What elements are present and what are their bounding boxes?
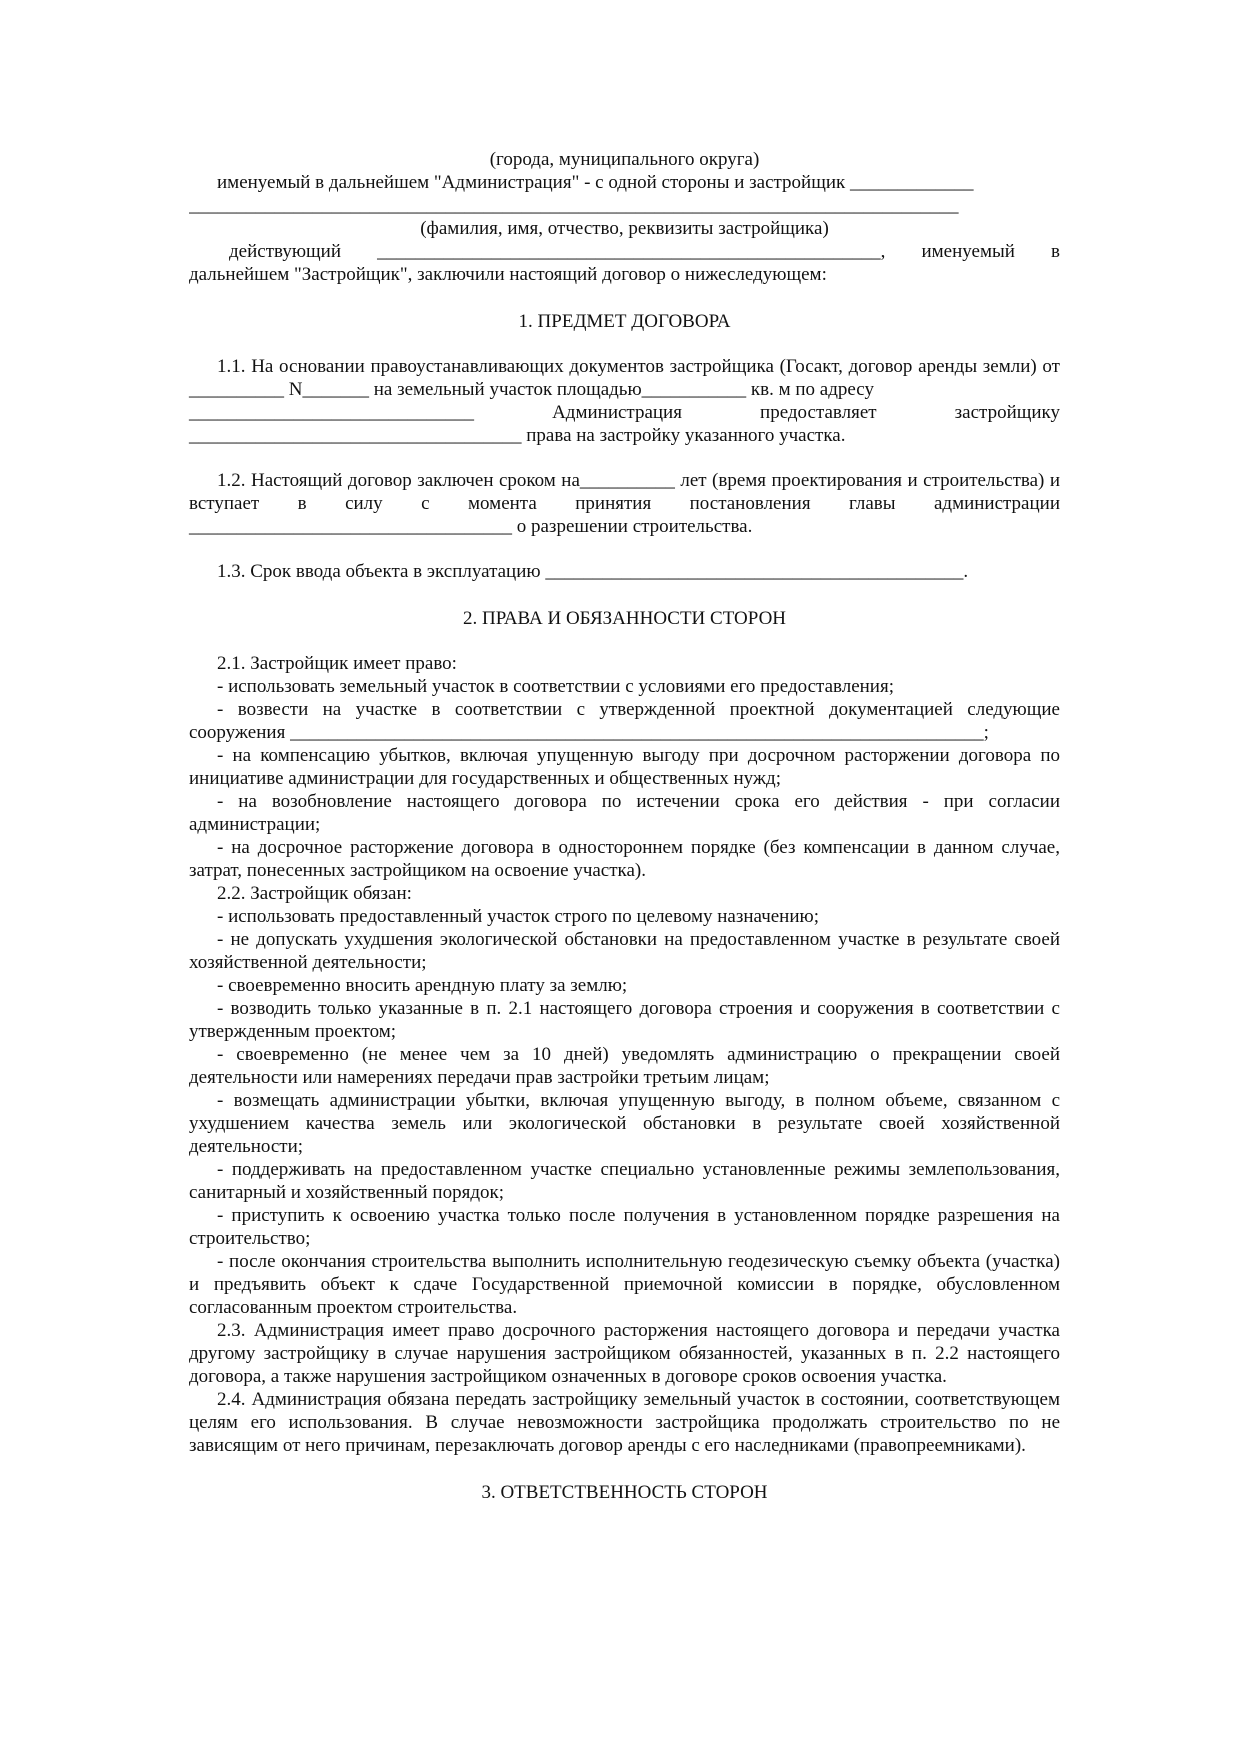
developer-name-line: _________________________________________________________________________________ xyxy=(189,195,959,216)
duties-list xyxy=(189,905,1060,1319)
clause-1-1 xyxy=(189,355,1060,447)
clause-2-2: 2.2. Застройщик обязан: xyxy=(217,883,412,904)
list-item: - поддерживать на предоставленном участке специально установленные режимы землепользования, санитарный и хозяйственный порядок; xyxy=(189,1159,1060,1203)
list-item: - после окончания строительства выполнить исполнительную геодезическую съемку объекта (участка) и предъявить объект к сдаче Государственной приемочной комиссии в порядке, обусловленном согласованным проектом строительства. xyxy=(189,1251,1060,1318)
section-2-title: 2. ПРАВА И ОБЯЗАННОСТИ СТОРОН xyxy=(462,608,787,629)
list-item: - не допускать ухудшения экологической обстановки на предоставленном участке в результате своей хозяйственной деятельности; xyxy=(189,929,1060,973)
clause-1-1-rights-line: ___________________________________ права на застройку указанного участка. xyxy=(189,425,846,446)
document-page xyxy=(189,148,1060,1526)
clause-1-1-address-line: ______________________________ Администрация предоставляет застройщику xyxy=(189,402,1060,423)
section-1-title: 1. ПРЕДМЕТ ДОГОВОРА xyxy=(518,311,731,332)
acting-paragraph: действующий _____________________________________________________, именуемый в дальнейшем "Застройщик", заключили настоящий договор о нижеследующем: xyxy=(189,241,1060,285)
list-item: - своевременно (не менее чем за 10 дней) уведомлять администрацию о прекращении своей деятельности или намерениях передачи прав застройки третьим лицам; xyxy=(189,1044,1060,1088)
developer-caption: (фамилия, имя, отчество, реквизиты застройщика) xyxy=(420,218,829,239)
list-item: - использовать предоставленный участок строго по целевому назначению; xyxy=(217,906,819,927)
list-item: - на досрочное расторжение договора в одностороннем порядке (без компенсации в данном случае, затрат, понесенных застройщиком на освоение участка). xyxy=(189,837,1060,881)
city-caption: (города, муниципального округа) xyxy=(489,149,760,170)
clause-1-2: 1.2. Настоящий договор заключен сроком на__________ лет (время проектирования и строительства) и вступает в силу с момента принятия постановления главы администрации __________________________________ о разрешении строительства. xyxy=(189,470,1060,537)
list-item: - на возобновление настоящего договора по истечении срока его действия - при согласии администрации; xyxy=(189,791,1060,835)
list-item: - на компенсацию убытков, включая упущенную выгоду при досрочном расторжении договора по инициативе администрации для государственных и общественных нужд; xyxy=(189,745,1060,789)
clause-2-4: 2.4. Администрация обязана передать застройщику земельный участок в состоянии, соответствующем целям его использования. В случае невозможности застройщика продолжать строительство по не зависящим от него причинам, перезаключать договор аренды с его наследниками (правопреемниками). xyxy=(189,1389,1060,1456)
list-item: - возвести на участке в соответствии с утвержденной проектной документацией следующие сооружения _________________________________________________________________________; xyxy=(189,699,1060,743)
clause-1-1-text: 1.1. На основании правоустанавливающих документов застройщика (Госакт, договор аренды земли) от __________ N_______ на земельный участок площадью___________ кв. м по адресу xyxy=(189,356,1060,400)
list-item: - приступить к освоению участка только после получения в установленном порядке разрешения на строительство; xyxy=(189,1205,1060,1249)
list-item: - возводить только указанные в п. 2.1 настоящего договора строения и сооружения в соответствии с утвержденным проектом; xyxy=(189,998,1060,1042)
clause-1-3: 1.3. Срок ввода объекта в эксплуатацию ____________________________________________. xyxy=(217,561,969,582)
clause-2-3: 2.3. Администрация имеет право досрочного расторжения настоящего договора и передачи участка другому застройщику в случае нарушения застройщиком обязанностей, указанных в п. 2.2 настоящего договора, а также нарушения застройщиком означенных в договоре сроков освоения участка. xyxy=(189,1320,1060,1387)
section-3-title: 3. ОТВЕТСТВЕННОСТЬ СТОРОН xyxy=(481,1482,768,1503)
clause-2-1: 2.1. Застройщик имеет право: xyxy=(217,653,457,674)
preamble-line-1: именуемый в дальнейшем "Администрация" - с одной стороны и застройщик _____________ xyxy=(217,172,974,193)
list-item: - возмещать администрации убытки, включая упущенную выгоду, в полном объеме, связанном с ухудшением качества земель или экологической обстановки в результате своей хозяйственной деятельности; xyxy=(189,1090,1060,1157)
list-item: - использовать земельный участок в соответствии с условиями его предоставления; xyxy=(217,676,894,697)
rights-list xyxy=(189,675,1060,882)
list-item: - своевременно вносить арендную плату за землю; xyxy=(217,975,628,996)
